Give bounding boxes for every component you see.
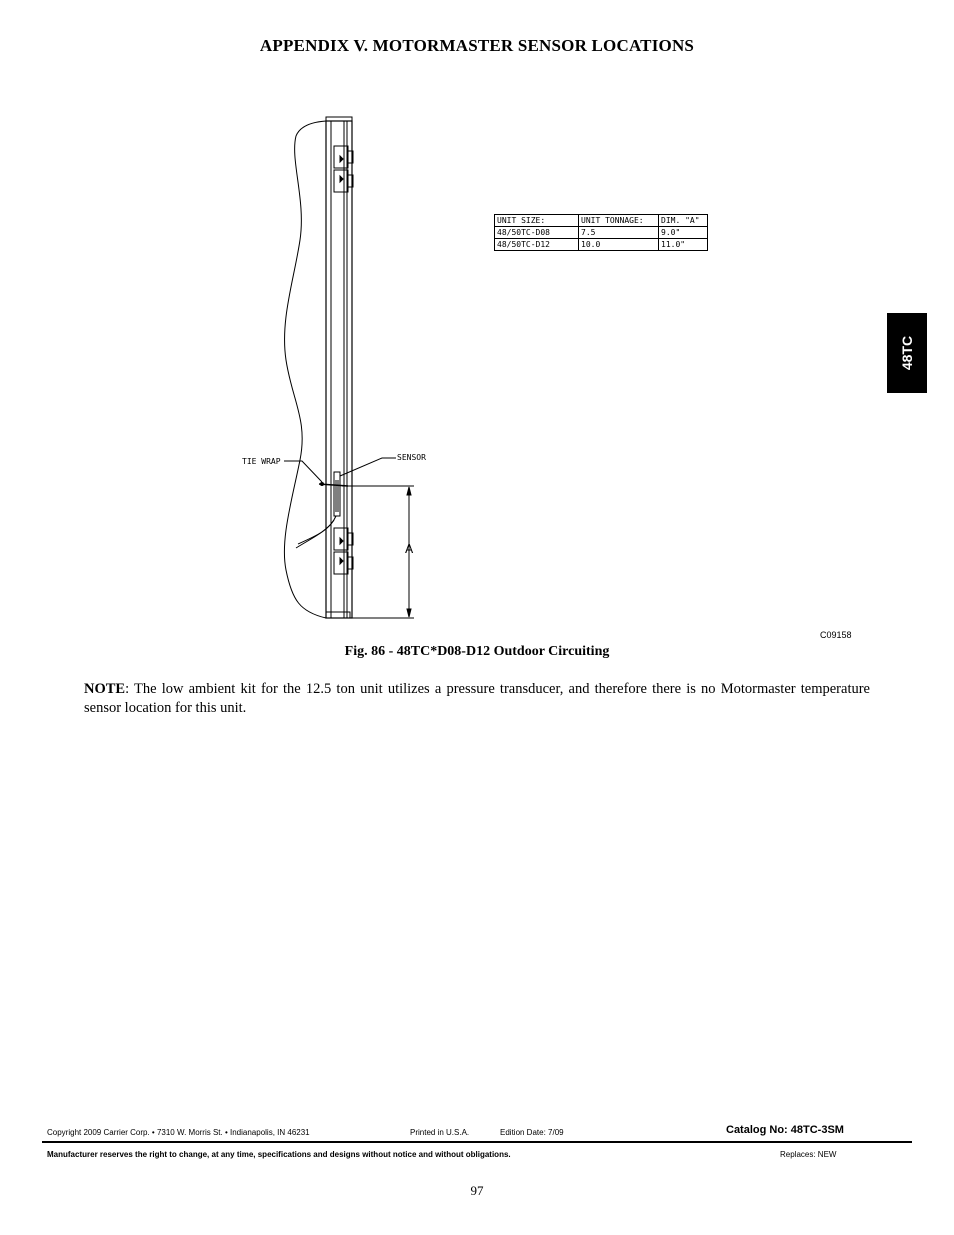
table-header-cell: UNIT TONNAGE:: [579, 215, 659, 227]
figure-caption: Fig. 86 - 48TC*D08-D12 Outdoor Circuiting: [344, 644, 610, 659]
note-paragraph: [84, 680, 870, 718]
table-header-row: [495, 215, 708, 227]
table-cell: 9.0": [659, 227, 708, 239]
table-cell: 7.5: [579, 227, 659, 239]
note-label: NOTE: [84, 681, 126, 697]
sensor-body: [334, 472, 340, 516]
footer-divider: [42, 1141, 912, 1143]
figure-id: C09158: [820, 630, 852, 640]
dimension-table: [494, 214, 708, 251]
tie-wrap-leader: [284, 461, 322, 482]
table-cell: 10.0: [579, 239, 659, 251]
table-row: [495, 239, 708, 251]
table-header-cell: DIM. "A": [659, 215, 708, 227]
table-row: [495, 227, 708, 239]
dimension-label: A: [405, 542, 414, 556]
footer-catalog: Catalog No: 48TC-3SM: [726, 1124, 844, 1136]
page-number: 97: [470, 1183, 484, 1198]
footer-edition: Edition Date: 7/09: [500, 1128, 564, 1137]
table-header-cell: UNIT SIZE:: [495, 215, 579, 227]
sensor-leader: [340, 458, 396, 476]
side-tab-label: 48TC: [899, 335, 915, 371]
note-text: : The low ambient kit for the 12.5 ton unit utilizes a pressure transducer, and therefore there is no Motormaster temperature sensor location for this unit.: [84, 681, 870, 716]
table-cell: 48/50TC-D12: [495, 239, 579, 251]
tie-wrap-label: TIE WRAP: [242, 457, 281, 466]
table-cell: 48/50TC-D08: [495, 227, 579, 239]
sensor-label: SENSOR: [397, 453, 426, 462]
footer-copyright: Copyright 2009 Carrier Corp. • 7310 W. Morris St. • Indianapolis, IN 46231: [47, 1128, 310, 1137]
table-cell: 11.0": [659, 239, 708, 251]
side-tab: [887, 313, 927, 393]
appendix-title: APPENDIX V. MOTORMASTER SENSOR LOCATIONS: [259, 36, 695, 55]
footer-manufacturer-notice: Manufacturer reserves the right to change, at any time, specifications and designs without notice and without obligations.: [47, 1150, 511, 1159]
wavy-edge: [284, 121, 326, 618]
footer-printed: Printed in U.S.A.: [410, 1128, 470, 1137]
footer-replaces: Replaces: NEW: [780, 1150, 837, 1159]
